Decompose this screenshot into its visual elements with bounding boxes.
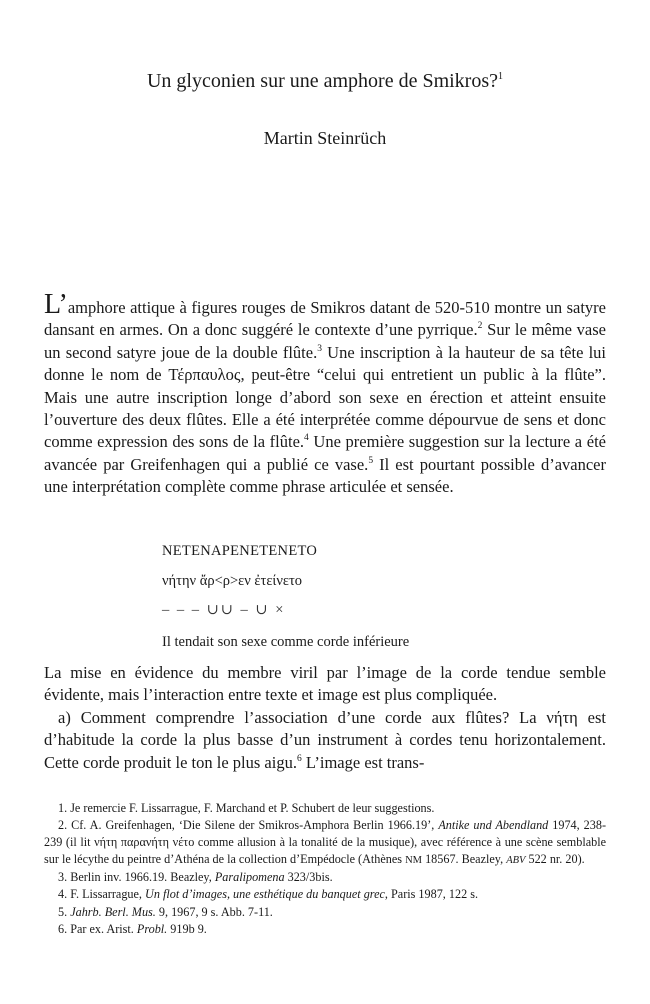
footnote-ref-2[interactable]: 2 [477, 321, 483, 332]
footnote-text: 1974, 238-239 (il lit νήτη παρανήτη νέτο comme allusion à la tonalité de la musique), avec référence à une scène semblable sur le lécythe du peintre d’Athéna de la collection d’Empédocle (Athènes [44, 818, 607, 867]
footnote-1: 1. Je remercie F. Lissarrague, F. Marchand et P. Schubert de leur suggestions. [58, 801, 435, 815]
title-footnote-ref[interactable]: 1 [498, 71, 504, 82]
footnote-ref-5[interactable]: 5 [368, 455, 374, 466]
author-name: Martin Steinrüch [263, 128, 387, 148]
footnote-text: 3. Berlin inv. 1966.19. Beazley, [58, 870, 215, 885]
footnote-italic: Paralipomena [214, 870, 285, 885]
footnote-4 [44, 886, 606, 903]
footnote-text: 4. F. Lissarrague, [58, 887, 146, 902]
footnote-text: 919b 9. [167, 921, 207, 936]
footnote-italic: Probl. [136, 921, 168, 936]
inscription-translation: Il tendait son sexe comme corde inférieure [162, 634, 410, 650]
footnote-ref-3[interactable]: 3 [317, 343, 322, 354]
footnote-5 [44, 904, 606, 921]
paragraph-2: La mise en évidence du membre viril par l’image de la corde tendue semble évidente, mais l’interaction entre texte et image est plus compliquée. [44, 663, 606, 705]
paragraph-discussion [44, 662, 606, 774]
footnote-6 [44, 921, 606, 938]
footnote-smallcaps: NM [405, 855, 423, 867]
paragraph-intro [44, 289, 607, 499]
footnotes [44, 800, 606, 938]
text-segment: Sur le même vase un second satyre joue de la double flûte. [44, 320, 607, 362]
text-segment: Une inscription à la hauteur de sa tête lui donne le nom de Τέρπαυλος, peut-être “celui qui entretient un public à la flûte”. Mais une autre inscription longe d’abord son sexe en érection et atteint ensuite l’ouverture des deux flûtes. Elle a été interprétée comme dépourvue de sens et donc comme expression des sons de la flûte. [44, 342, 607, 452]
text-segment: L’image est trans- [301, 752, 425, 772]
text-segment: amphore attique à figures rouges de Smikros datant de 520-510 montre un satyre dansant en armes. On a donc suggéré le contexte d’une pyrrique. [44, 298, 606, 340]
footnote-text: 18567. Beazley, [422, 852, 507, 867]
footnote-italic: Jahrb. Berl. Mus. [70, 904, 156, 919]
footnote-ref-6[interactable]: 6 [296, 753, 302, 764]
footnote-smallcaps: ABV [506, 855, 526, 867]
inscription-capitals: NETENAPENETENETO [162, 543, 318, 559]
paragraph-1 [44, 289, 607, 499]
footnote-text: , Paris 1987, 122 s. [384, 887, 479, 902]
page-title [0, 64, 650, 94]
footnote-3 [44, 869, 606, 886]
footnote-2 [44, 817, 606, 869]
footnote-italic: Un flot d’images, une esthétique du banquet grec [145, 887, 385, 902]
footnote-text: 6. Par ex. Arist. [58, 921, 137, 936]
footnote-text: 9, 1967, 9 s. Abb. 7-11. [155, 904, 273, 919]
inscription-meter: – – – ∪∪ – ∪ × [162, 602, 286, 618]
footnote-text: 323/3bis. [284, 870, 333, 885]
footnote-text: 5. [58, 904, 71, 919]
drop-cap: L’ [44, 289, 68, 320]
paragraph-3 [44, 707, 606, 774]
title-text: Un glyconien sur une amphore de Smikros? [146, 70, 499, 92]
footnote-ref-4[interactable]: 4 [304, 433, 309, 444]
text-segment: a) Comment comprendre l’association d’une corde aux flûtes? La νήτη est d’habitude la corde la plus basse d’un instrument à cordes tenu horizontalement. Cette corde produit le ton le plus aigu. [44, 707, 606, 772]
inscription-greek: νήτην ἄρ<ρ>εν ἐτείνετο [162, 573, 303, 589]
footnote-text: 522 nr. 20). [525, 852, 585, 867]
text-segment: Il est pourtant possible d’avancer une interprétation complète comme phrase articulée et sensée. [44, 454, 606, 497]
footnote-text: 2. Cf. A. Greifenhagen, ‘Die Silene der Smikros-Amphora Berlin 1966.19’, [58, 818, 439, 833]
footnote-italic: Antike und Abendland [438, 818, 549, 833]
text-segment: Une première suggestion sur la lecture a été avancée par Greifenhagen qui a publié ce vase. [44, 432, 606, 474]
